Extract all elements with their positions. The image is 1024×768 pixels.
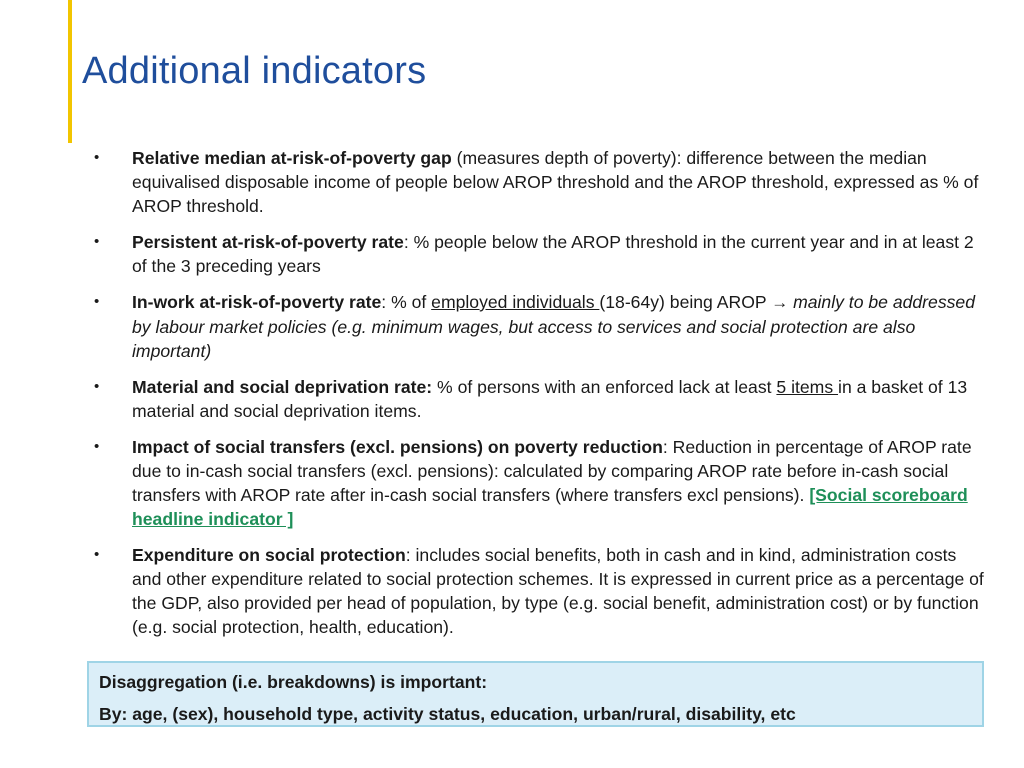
list-item (0, 290, 1024, 363)
indicator-label: In-work at-risk-of-poverty rate (132, 292, 382, 312)
list-item (0, 230, 1024, 278)
bullet-marker: • (94, 233, 100, 250)
indicator-label: Impact of social transfers (excl. pensions) on poverty reduction (132, 437, 663, 457)
indicator-description: % of persons with an enforced lack at least (432, 377, 777, 397)
callout-breakdowns: By: age, (sex), household type, activity status, education, urban/rural, disability, etc (99, 704, 796, 724)
indicator-description-cont: (18-64y) being AROP (599, 292, 772, 312)
indicator-label: Material and social deprivation rate: (132, 377, 433, 397)
indicator-label: Expenditure on social protection (132, 545, 406, 565)
page-title: Additional indicators (82, 50, 427, 92)
bullet-marker: • (94, 546, 100, 563)
indicator-description: : % people below the AROP threshold in the current year and in at least 2 of the 3 preceding years (132, 232, 974, 276)
disaggregation-callout (87, 661, 984, 727)
indicator-description-cont: in a basket of 13 material and social deprivation items. (132, 377, 968, 421)
list-item (0, 146, 1024, 218)
bullet-marker: • (94, 438, 100, 455)
bullet-marker: • (94, 293, 100, 310)
indicator-label: Relative median at-risk-of-poverty gap (132, 148, 452, 168)
indicator-description: : % of (381, 292, 432, 312)
list-item (0, 435, 1024, 531)
callout-heading: Disaggregation (i.e. breakdowns) is important: (99, 672, 488, 692)
bullet-marker: • (94, 378, 100, 395)
indicator-description: (measures depth of poverty): difference between the median equivalised disposable income of people below AROP threshold and the AROP threshold, expressed as % of AROP threshold. (132, 148, 979, 216)
indicator-description: : includes social benefits, both in cash and in kind, administration costs and other expenditure related to social protection schemes. It is expressed in current price as a percentage of the GDP, also provided per head of population, by type (e.g. social benefit, administration cost) or by function (e.g. social protection, health, education). (132, 545, 984, 637)
accent-bar (68, 0, 72, 143)
bullet-marker: • (94, 149, 100, 166)
social-scoreboard-link[interactable]: [Social scoreboard headline indicator ] (132, 485, 968, 529)
underlined-term: 5 items (776, 377, 839, 397)
list-item (0, 543, 1024, 639)
arrow-right-icon: → (771, 293, 789, 312)
indicator-list (0, 146, 1024, 651)
list-item (0, 375, 1024, 423)
indicator-description: : Reduction in percentage of AROP rate due to in-cash social transfers (excl. pensions): calculated by comparing AROP rate before in-cash social transfers with AROP rate after in-cash social transfers (where transfers excl pensions). (132, 437, 972, 505)
indicator-label: Persistent at-risk-of-poverty rate (132, 232, 404, 252)
italic-note: mainly to be addressed by labour market policies (e.g. minimum wages, but access to services and social protection are also important) (132, 292, 975, 361)
underlined-term: employed individuals (431, 292, 600, 312)
